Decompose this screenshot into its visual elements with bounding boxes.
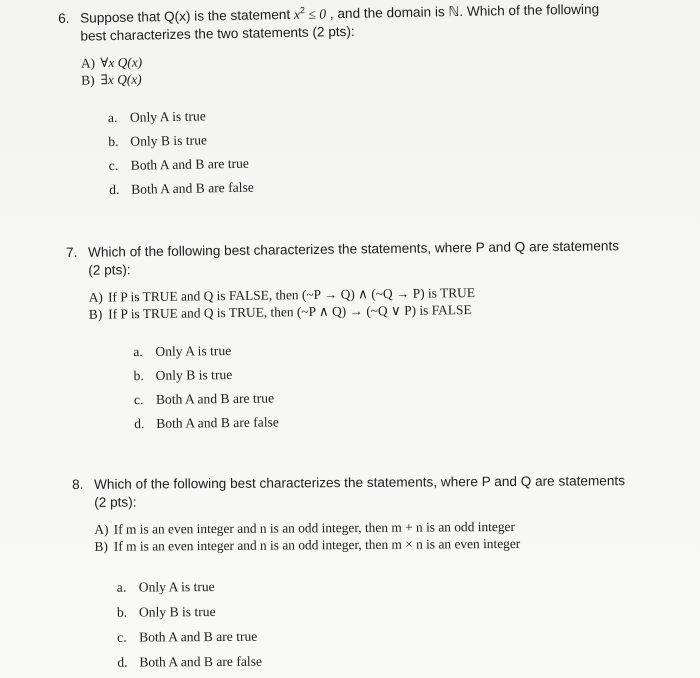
- option-label: d.: [117, 654, 128, 670]
- option-c: [117, 621, 626, 650]
- option-label: a.: [116, 579, 127, 595]
- option-text: Only A is true: [138, 579, 215, 595]
- option-label: d.: [109, 181, 120, 198]
- prompt-text: (2 pts):: [88, 262, 131, 278]
- question-7: [66, 237, 621, 437]
- question-7-prompt: [66, 237, 619, 280]
- option-label: c.: [108, 157, 119, 174]
- option-list: [108, 98, 603, 203]
- option-text: Only B is true: [130, 132, 208, 149]
- statement-label: B): [88, 306, 103, 322]
- option-list: [133, 334, 621, 436]
- question-number: 7.: [66, 244, 78, 260]
- statement-text: ∀x Q(x): [100, 54, 143, 71]
- option-label: b.: [133, 368, 144, 384]
- option-text: Only A is true: [155, 342, 232, 359]
- option-text: Both A and B are false: [131, 179, 254, 197]
- option-text: Only A is true: [129, 108, 206, 125]
- option-text: Both A and B are true: [139, 628, 258, 645]
- statement-label: B): [94, 538, 108, 554]
- option-label: d.: [134, 416, 145, 432]
- question-number: 6.: [58, 10, 70, 26]
- option-a: [117, 571, 626, 600]
- option-text: Only B is true: [138, 604, 216, 620]
- option-list: [117, 571, 627, 675]
- option-label: b.: [108, 133, 119, 150]
- math-variable: x: [293, 6, 301, 22]
- option-text: Both A and B are true: [155, 390, 275, 407]
- prompt-text: (2 pts):: [94, 494, 137, 510]
- option-text: Only B is true: [155, 366, 233, 383]
- option-d: [134, 406, 621, 436]
- statement-label: B): [81, 72, 95, 88]
- option-b: [117, 596, 626, 625]
- prompt-text: best characterizes the two statements (2 pts):: [80, 23, 355, 44]
- prompt-text: Suppose that Q(x) is the statement: [80, 6, 295, 26]
- statement-text: If P is TRUE and Q is FALSE, then (~P → Q) ∧ (~Q → P) is TRUE: [107, 285, 476, 305]
- statement-text: If P is TRUE and Q is TRUE, then (~P ∧ Q) → (~Q ∨ P) is FALSE: [108, 302, 472, 322]
- question-6: [58, 1, 602, 203]
- option-label: c.: [133, 392, 144, 408]
- statement-text: If m is an even integer and n is an odd integer, then m + n is an odd integer: [113, 518, 515, 537]
- question-8: [72, 472, 626, 675]
- option-label: a.: [133, 344, 143, 360]
- option-label: c.: [117, 629, 127, 645]
- option-d: [117, 646, 626, 675]
- option-text: Both A and B are false: [156, 414, 279, 431]
- statement-label: A): [94, 521, 109, 537]
- statement-list: [81, 46, 601, 89]
- option-label: a.: [107, 109, 118, 126]
- option-text: Both A and B are true: [130, 155, 250, 173]
- prompt-text: Which of the following best characterizes the statements, where P and Q are statements: [94, 473, 626, 492]
- statement-label: A): [88, 289, 103, 305]
- option-text: Both A and B are false: [139, 653, 263, 670]
- statement-list: [89, 282, 620, 322]
- math-exponent: 2: [299, 5, 306, 16]
- math-inequality: ≤ 0: [304, 6, 327, 22]
- statement-label: A): [80, 55, 96, 71]
- statement-text: If m is an even integer and n is an odd integer, then m × n is an even integer: [113, 535, 521, 554]
- question-6-prompt: [58, 1, 600, 46]
- statement-list: [94, 517, 625, 555]
- question-number: 8.: [72, 476, 84, 492]
- question-8-prompt: [72, 472, 625, 512]
- statement-b: [94, 534, 625, 555]
- option-label: b.: [116, 604, 128, 620]
- statement-text: ∃x Q(x): [100, 71, 142, 88]
- prompt-text: , and the domain is ℕ. Which of the following: [325, 1, 600, 22]
- prompt-text: Which of the following best characterizes the statements, where P and Q are statements: [88, 238, 620, 260]
